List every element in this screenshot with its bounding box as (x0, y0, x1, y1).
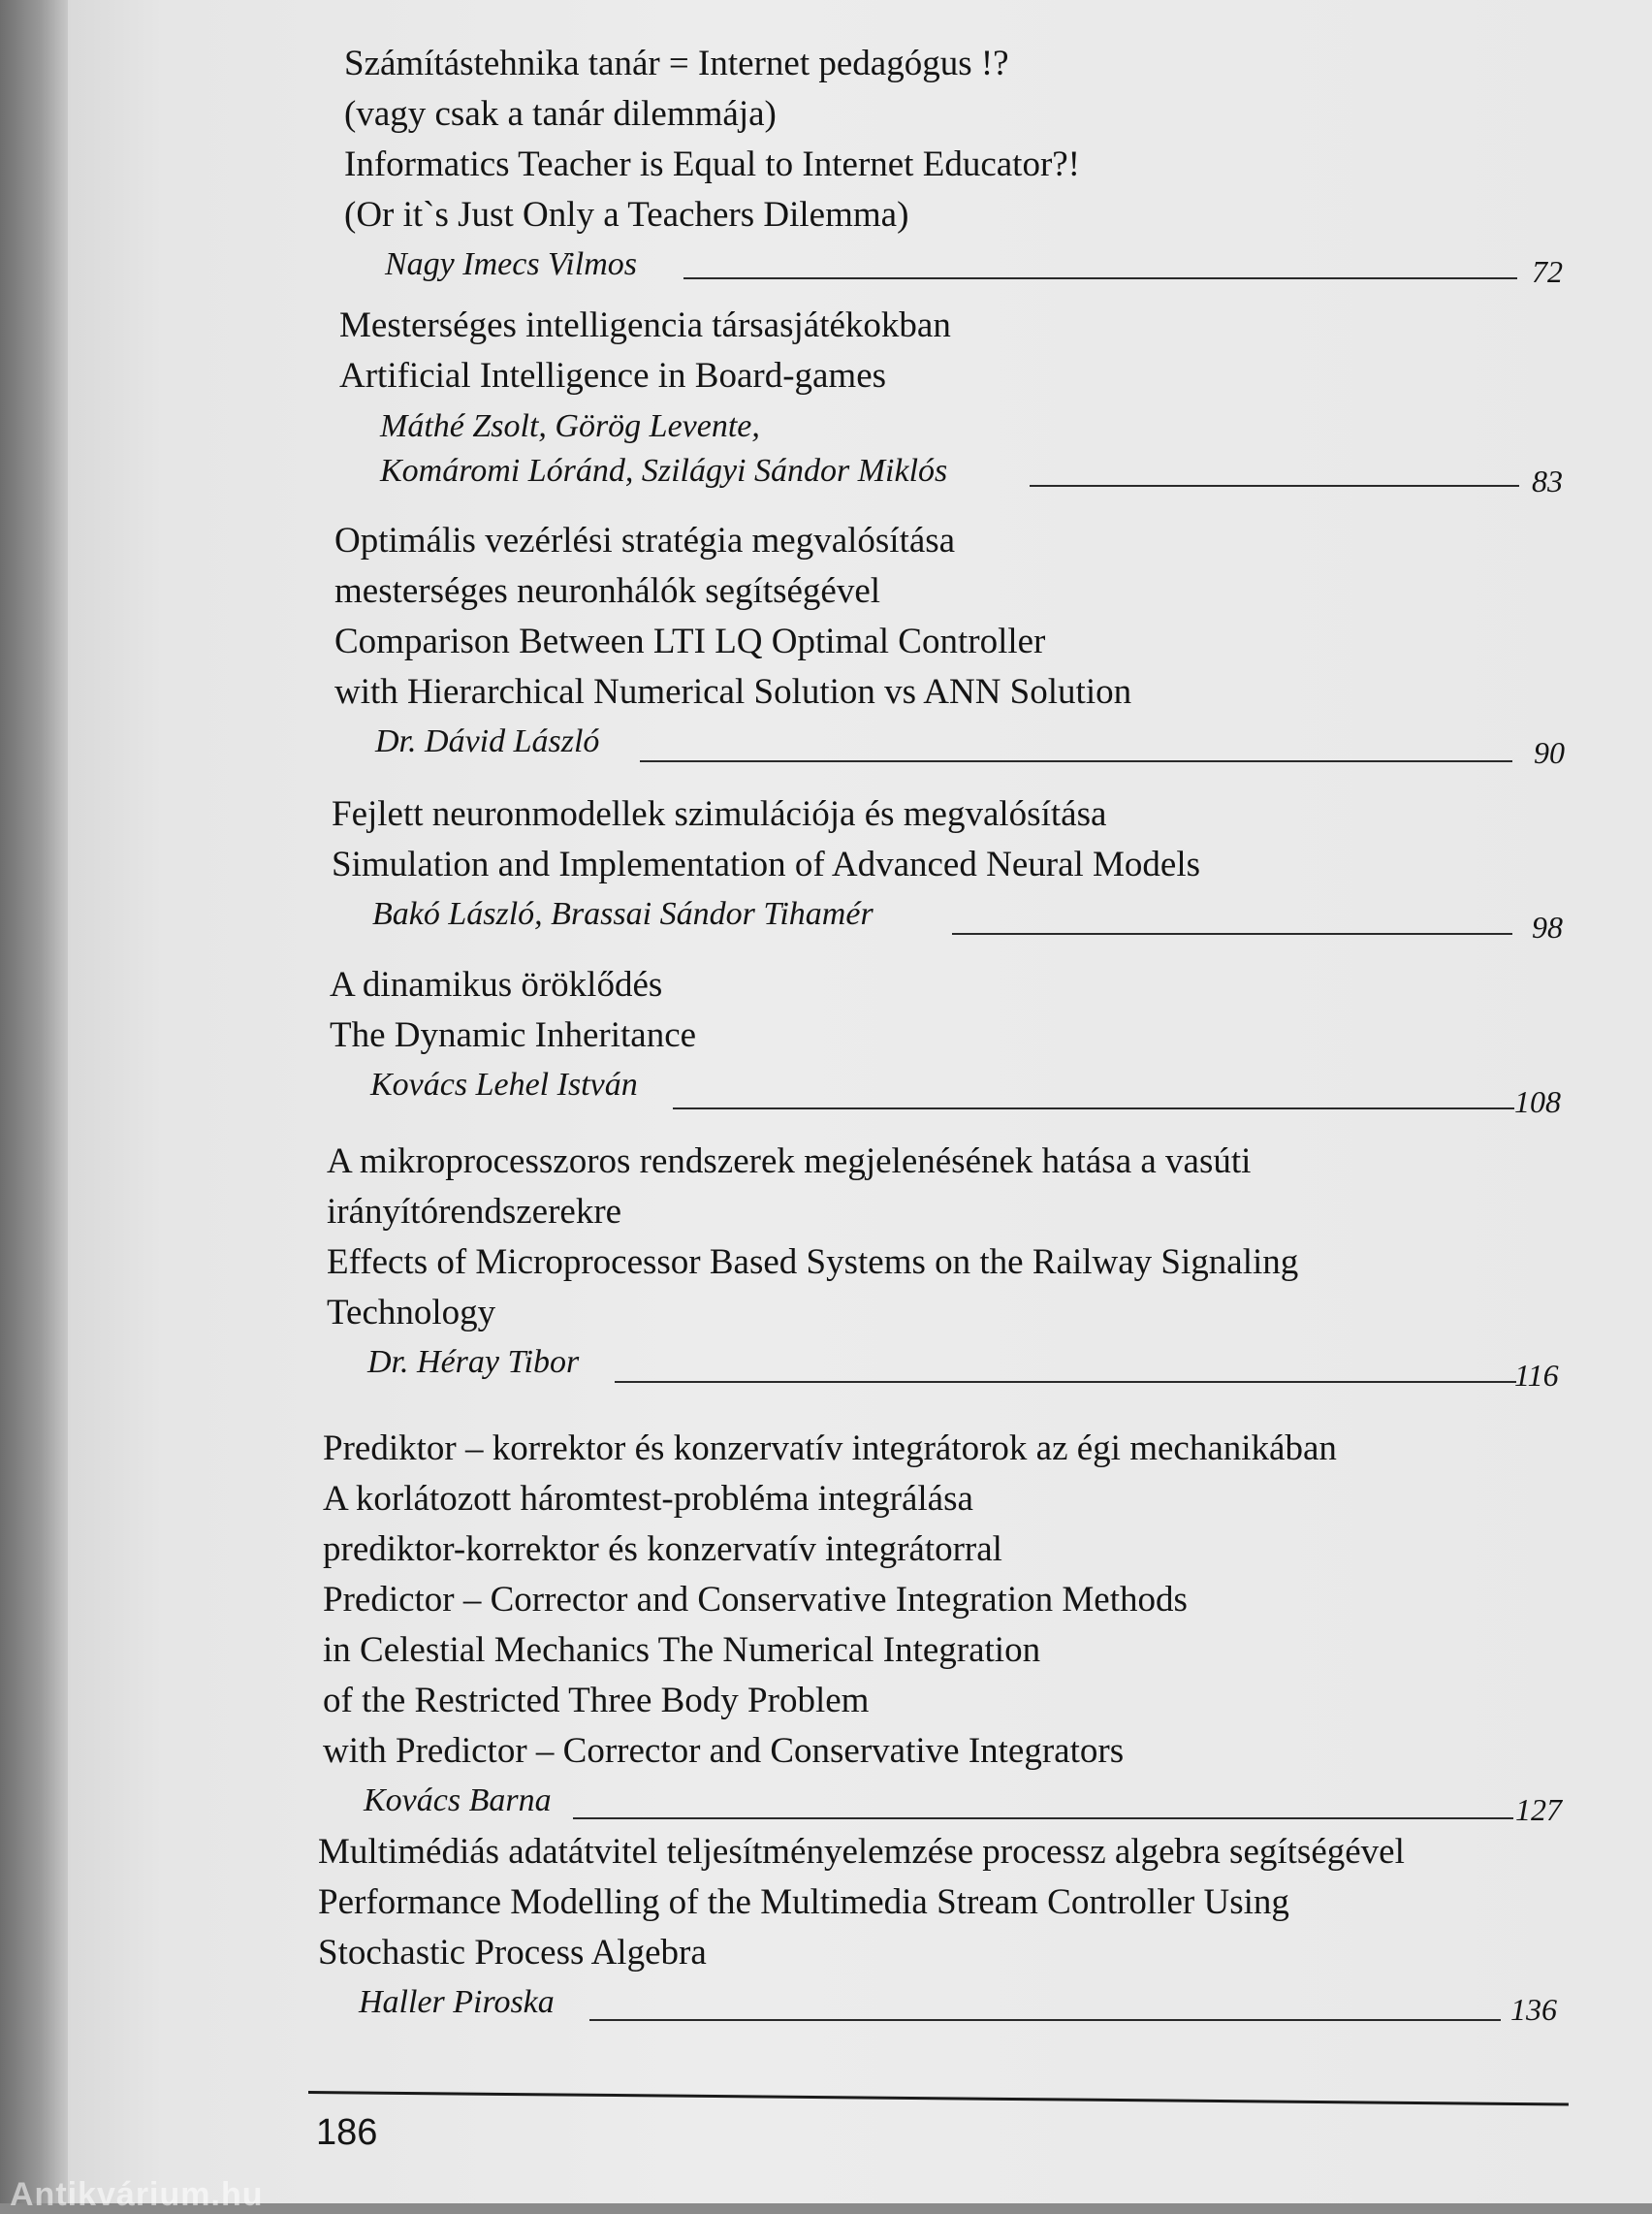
dot-leader (1030, 485, 1519, 487)
entry-page-number: 90 (1534, 735, 1565, 770)
entry-title-line: Optimális vezérlési stratégia megvalósítása (334, 521, 956, 561)
entry-title-line: with Hierarchical Numerical Solution vs ANN Solution (334, 672, 1132, 712)
dot-leader (640, 760, 1512, 762)
entry-title-line: Multimédiás adatátvitel teljesítményelemzése processz algebra segítségével (318, 1832, 1405, 1872)
entry-author-row (334, 720, 1566, 768)
entry-author-row (327, 1340, 1568, 1393)
page-number: 186 (316, 2112, 378, 2153)
toc-entry (339, 301, 1561, 497)
entry-page-number: 83 (1532, 464, 1563, 498)
entry-title-line: Predictor – Corrector and Conservative Integration Methods (323, 1580, 1188, 1620)
toc-entry (327, 1137, 1568, 1393)
dot-leader (615, 1381, 1516, 1383)
entry-title-line: Számítástehnika tanár = Internet pedagógus !? (344, 44, 1009, 83)
entry-title-line: (Or it`s Just Only a Teachers Dilemma) (344, 195, 909, 235)
entry-title-line: Comparison Between LTI LQ Optimal Controller (334, 622, 1046, 661)
entry-title-line: Effects of Microprocessor Based Systems on the Railway Signaling (327, 1242, 1299, 1282)
entry-page-number: 72 (1532, 254, 1563, 289)
entry-page-number: 108 (1514, 1084, 1561, 1119)
entry-title-line: Stochastic Process Algebra (318, 1933, 707, 1973)
entry-title-line: prediktor-korrektor és konzervatív integrátorral (323, 1529, 1002, 1569)
entry-author: Máthé Zsolt, Görög Levente, (380, 408, 760, 444)
entry-title-line: Simulation and Implementation of Advanced Neural Models (332, 845, 1201, 884)
toc-entry (330, 960, 1561, 1119)
entry-title-line: Fejlett neuronmodellek szimulációja és megvalósítása (332, 794, 1107, 834)
entry-title-line: The Dynamic Inheritance (330, 1015, 697, 1055)
entry-author: Haller Piroska (359, 1984, 555, 2020)
dot-leader (589, 2019, 1501, 2021)
entry-author-row (339, 403, 1561, 497)
entry-author: Kovács Barna (364, 1782, 552, 1818)
entry-author-row (344, 242, 1566, 291)
entry-author-row (318, 1980, 1578, 2029)
watermark: Antikvárium.hu (10, 2176, 264, 2213)
dot-leader (573, 1817, 1513, 1819)
entry-author: Dr. Héray Tibor (367, 1344, 580, 1380)
entry-title-line: irányítórendszerekre (327, 1192, 622, 1232)
entry-author-row (330, 1063, 1561, 1119)
entry-title-line: A dinamikus öröklődés (330, 965, 663, 1005)
entry-author-row (323, 1779, 1573, 1827)
entry-author: Dr. Dávid László (375, 723, 600, 759)
toc-entry (323, 1424, 1573, 1827)
toc-entry (344, 39, 1566, 291)
book-spine-shadow (0, 0, 68, 2203)
entry-author: Kovács Lehel István (370, 1067, 638, 1103)
entry-title-line: Mesterséges intelligencia társasjátékokban (339, 305, 951, 345)
entry-title-line: Artificial Intelligence in Board-games (339, 356, 887, 396)
entry-page-number: 136 (1510, 1992, 1557, 2027)
entry-title-line: mesterséges neuronhálók segítségével (334, 571, 881, 611)
entry-title-line: Informatics Teacher is Equal to Internet Educator?! (344, 144, 1081, 184)
dot-leader (673, 1107, 1514, 1109)
entry-page-number: 98 (1532, 910, 1563, 945)
entry-title-line: A mikroprocesszoros rendszerek megjelenésének hatása a vasúti (327, 1141, 1252, 1181)
entry-title-line: A korlátozott háromtest-probléma integrálása (323, 1479, 973, 1519)
entry-author: Bakó László, Brassai Sándor Tihamér (372, 896, 874, 932)
entry-title-line: (vagy csak a tanár dilemmája) (344, 94, 777, 134)
entry-title-line: of the Restricted Three Body Problem (323, 1681, 870, 1720)
entry-title-line: Prediktor – korrektor és konzervatív integrátorok az égi mechanikában (323, 1428, 1337, 1468)
entry-page-number: 116 (1514, 1358, 1559, 1393)
dot-leader (952, 933, 1512, 935)
entry-title-line: Technology (327, 1293, 496, 1332)
entry-title-line: Performance Modelling of the Multimedia Stream Controller Using (318, 1882, 1289, 1922)
entry-author: Nagy Imecs Vilmos (385, 246, 637, 282)
entry-author: Komáromi Lóránd, Szilágyi Sándor Miklós (380, 453, 948, 489)
entry-author-row (332, 892, 1563, 945)
toc-entry (318, 1827, 1578, 2029)
entry-page-number: 127 (1515, 1792, 1562, 1827)
dot-leader (683, 277, 1517, 279)
toc-entry (332, 789, 1563, 945)
entry-title-line: in Celestial Mechanics The Numerical Integration (323, 1630, 1041, 1670)
entry-title-line: with Predictor – Corrector and Conservative Integrators (323, 1731, 1125, 1771)
toc-entry (334, 516, 1566, 768)
